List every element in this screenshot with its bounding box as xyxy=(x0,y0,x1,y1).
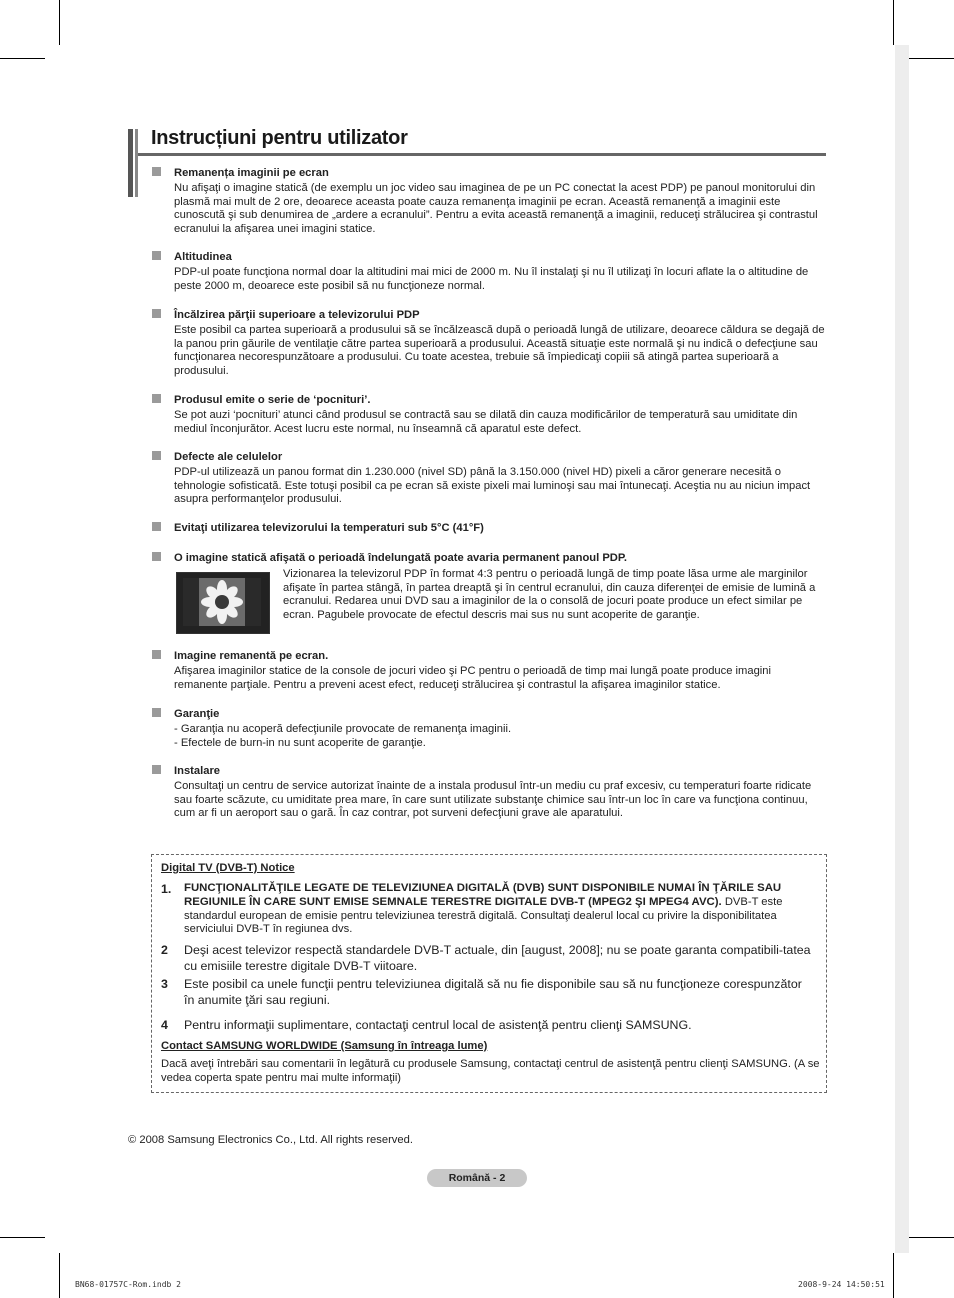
section-warranty xyxy=(152,707,826,750)
page-number-badge: Română - 2 xyxy=(427,1169,527,1187)
crop-mark xyxy=(909,1237,954,1238)
item-bold-text: FUNCŢIONALITĂŢILE LEGATE DE TELEVIZIUNEA DIGITALĂ (DVB) SUNT DISPONIBILE NUMAI ÎN ŢĂRILE SAU REGIUNILE ÎN CARE SUNT EMISE SEMNALE TERESTRE DIGITALE DVB-T (MPEG2 ŞI MPEG4 AVC). xyxy=(184,882,782,908)
print-footer-timestamp: 2008-9-24 14:50:51 xyxy=(798,1280,885,1289)
title-accent-bar xyxy=(128,129,133,197)
dvb-notice-title: Digital TV (DVB-T) Notice xyxy=(161,862,295,874)
section-temperature xyxy=(152,521,826,537)
square-bullet-icon xyxy=(152,552,161,561)
tv-screen-image xyxy=(176,572,270,634)
section-text: PDP-ul utilizează un panou format din 1.230.000 (nivel SD) până la 3.150.000 (nivel HD) pixeli a căror generare necesită o tehnologie sofisticată. Este totuşi posibil ca pe ecran să existe pixeli mai luminoşi sau mai întunecaţi. Aceştia nu au niciun impact asupra performanţelor produsului. xyxy=(174,466,811,506)
square-bullet-icon xyxy=(152,167,161,176)
dvb-notice-item xyxy=(161,977,815,1008)
square-bullet-icon xyxy=(152,708,161,717)
crop-mark xyxy=(893,0,894,45)
section-text: - Garanţia nu acoperă defecţiunile provocate de remanenţa imaginii. xyxy=(174,723,512,735)
section-altitude xyxy=(152,250,826,293)
section-text: PDP-ul poate funcţiona normal doar la altitudini mai mici de 2000 m. Nu îl instalaţi şi nu îl utilizaţi în locuri aflate la o altitudine de peste 2000 m, deoarece este posibil să nu funcţioneze normal. xyxy=(174,266,809,292)
copyright: © 2008 Samsung Electronics Co., Ltd. All rights reserved. xyxy=(128,1134,413,1146)
section-text: Este posibil ca partea superioară a produsului să se încălzească după o perioadă lungă de utilizare, deoarece căldura se degajă de la panou prin găurile de ventilaţie către partea superioară a produsului. Această situaţie este normală şi nu indică o defecţiune sau funcţionarea necorespunzătoare a produsului. Cu toate acestea, trebuie să împiedicaţi copiii să atingă partea superioară a produsului. xyxy=(174,324,825,377)
square-bullet-icon xyxy=(152,394,161,403)
section-heading: Altitudinea xyxy=(174,251,232,263)
section-cell-defects xyxy=(152,450,826,507)
crop-mark xyxy=(59,0,60,45)
item-text: Deşi acest televizor respectă standardele DVB-T actuale, din [august, 2008]; nu se poate garanta compatibili-tatea cu emisiile terestre digitale DVB-T viitoare. xyxy=(184,943,811,973)
section-heading: Imagine remanentă pe ecran. xyxy=(174,650,329,662)
static-image-text: Vizionarea la televizorul PDP în format 4:3 pentru o perioadă lungă de timp poate lăsa urme ale marginilor afişate în partea stângă, în partea dreaptă şi în centrul ecranului, din cauza diferenţei de emisie de lumină a ecranului. Redarea unui DVD sau a imaginilor de la o consolă de jocuri poate produce un efect similar pe ecran. Pagubele provocate de efectul descris mai sus nu sunt acoperite de garanţie. xyxy=(283,568,816,621)
item-text: Este posibil ca unele funcţii pentru televiziunea digitală să nu fie disponibile sau să nu funcţioneze corespunzător în anumite ţări sau regiuni. xyxy=(184,977,802,1007)
section-text: Nu afişaţi o imagine statică (de exemplu un joc video sau imaginea de pe un PC conectat la acest PDP) pe panoul monitorului din plasmă mai mult de 2 ore, deoarece aceasta poate cauza remanenţa imaginii pe ecran. Această remanenţă a imaginii este cunoscută şi sub denumirea de „ardere a ecranului”. Pentru a evita această remanenţă a imaginii, reduceţi strălucirea şi contrastul ecranului la afişarea unei imagini statice. xyxy=(174,182,818,235)
section-text: - Efectele de burn-in nu sunt acoperite de garanţie. xyxy=(174,736,426,749)
crop-mark xyxy=(0,1237,45,1238)
title-accent-bar xyxy=(135,129,138,197)
item-number: 4 xyxy=(161,1018,168,1032)
section-heading: Evitaţi utilizarea televizorului la temperaturi sub 5°C (41°F) xyxy=(174,522,484,534)
section-heading: Produsul emite o serie de ‘pocnituri’. xyxy=(174,394,371,406)
title-rule xyxy=(138,153,826,156)
square-bullet-icon xyxy=(152,522,161,531)
print-footer-file: BN68-01757C-Rom.indb 2 xyxy=(75,1280,181,1289)
section-heading: Garanţie xyxy=(174,708,220,720)
item-text: Pentru informaţii suplimentare, contactaţi centrul local de asistenţă pentru clienţi SAMSUNG. xyxy=(184,1018,692,1032)
section-installation xyxy=(152,764,826,821)
section-residual-image xyxy=(152,649,826,692)
crop-mark xyxy=(59,1253,60,1298)
square-bullet-icon xyxy=(152,650,161,659)
square-bullet-icon xyxy=(152,765,161,774)
dvb-notice-item xyxy=(161,943,815,974)
section-static-image xyxy=(152,551,826,567)
page-title: Instrucțiuni pentru utilizator xyxy=(151,127,408,149)
section-remanence xyxy=(152,166,826,236)
contact-title: Contact SAMSUNG WORLDWIDE (Samsung în întreaga lume) xyxy=(161,1040,488,1052)
item-number: 3 xyxy=(161,977,168,991)
dvb-notice-item xyxy=(161,882,815,937)
section-heading: Încălzirea părţii superioare a televizorului PDP xyxy=(174,309,420,321)
dvb-notice-box xyxy=(151,854,827,1093)
section-text: Se pot auzi ‘pocnituri’ atunci când produsul se contractă sau se dilată din cauza modificărilor de temperatură sau umiditate din mediul înconjurător. Acest lucru este normal, nu înseamnă că aparatul este defect. xyxy=(174,409,798,435)
item-number: 2 xyxy=(161,943,168,957)
dvb-notice-item xyxy=(161,1018,815,1034)
square-bullet-icon xyxy=(152,309,161,318)
flower-image xyxy=(183,578,261,626)
section-heating xyxy=(152,308,826,378)
section-text: Afişarea imaginilor statice de la console de jocuri video şi PC pentru o perioadă de timp mai lungă poate produce imagini remanente parţiale. Pentru a preveni acest efect, reduceţi strălucirea şi contrastul la afişarea imaginilor statice. xyxy=(174,665,772,691)
section-heading: Instalare xyxy=(174,765,221,777)
crop-mark xyxy=(909,58,954,59)
contact-text: Dacă aveţi întrebări sau comentarii în legătură cu produsele Samsung, contactaţi centrul de asistenţă pentru clienţi SAMSUNG. (A se vedea coperta spate pentru mai multe informaţii) xyxy=(161,1058,820,1084)
section-text: Consultaţi un centru de service autorizat înainte de a instala produsul într-un mediu cu praf excesiv, cu temperaturi foarte ridicate sau foarte scăzute, cu umiditate prea mare, în care sunt utilizate substanţe chimice sau într-un loc în care va funcţiona continuu, cum ar fi un aeroport sau o gară. În caz contrar, pot surveni defecţiuni grave ale aparatului. xyxy=(174,780,812,820)
section-cracking xyxy=(152,393,826,436)
crop-mark xyxy=(0,58,45,59)
item-number: 1. xyxy=(161,882,172,896)
crop-mark xyxy=(893,1253,894,1298)
section-heading: Remanența imaginii pe ecran xyxy=(174,167,329,179)
square-bullet-icon xyxy=(152,451,161,460)
section-heading: O imagine statică afişată o perioadă îndelungată poate avaria permanent panoul PDP. xyxy=(174,552,628,564)
square-bullet-icon xyxy=(152,251,161,260)
margin-band xyxy=(895,45,909,1253)
item-text: DVB-T este standardul european de emisie pentru televiziunea terestră digitală. Consultaţi dealerul local cu privire la disponibilitatea serviciului DVB-T în regiunea dvs. xyxy=(184,895,783,936)
section-heading: Defecte ale celulelor xyxy=(174,451,283,463)
